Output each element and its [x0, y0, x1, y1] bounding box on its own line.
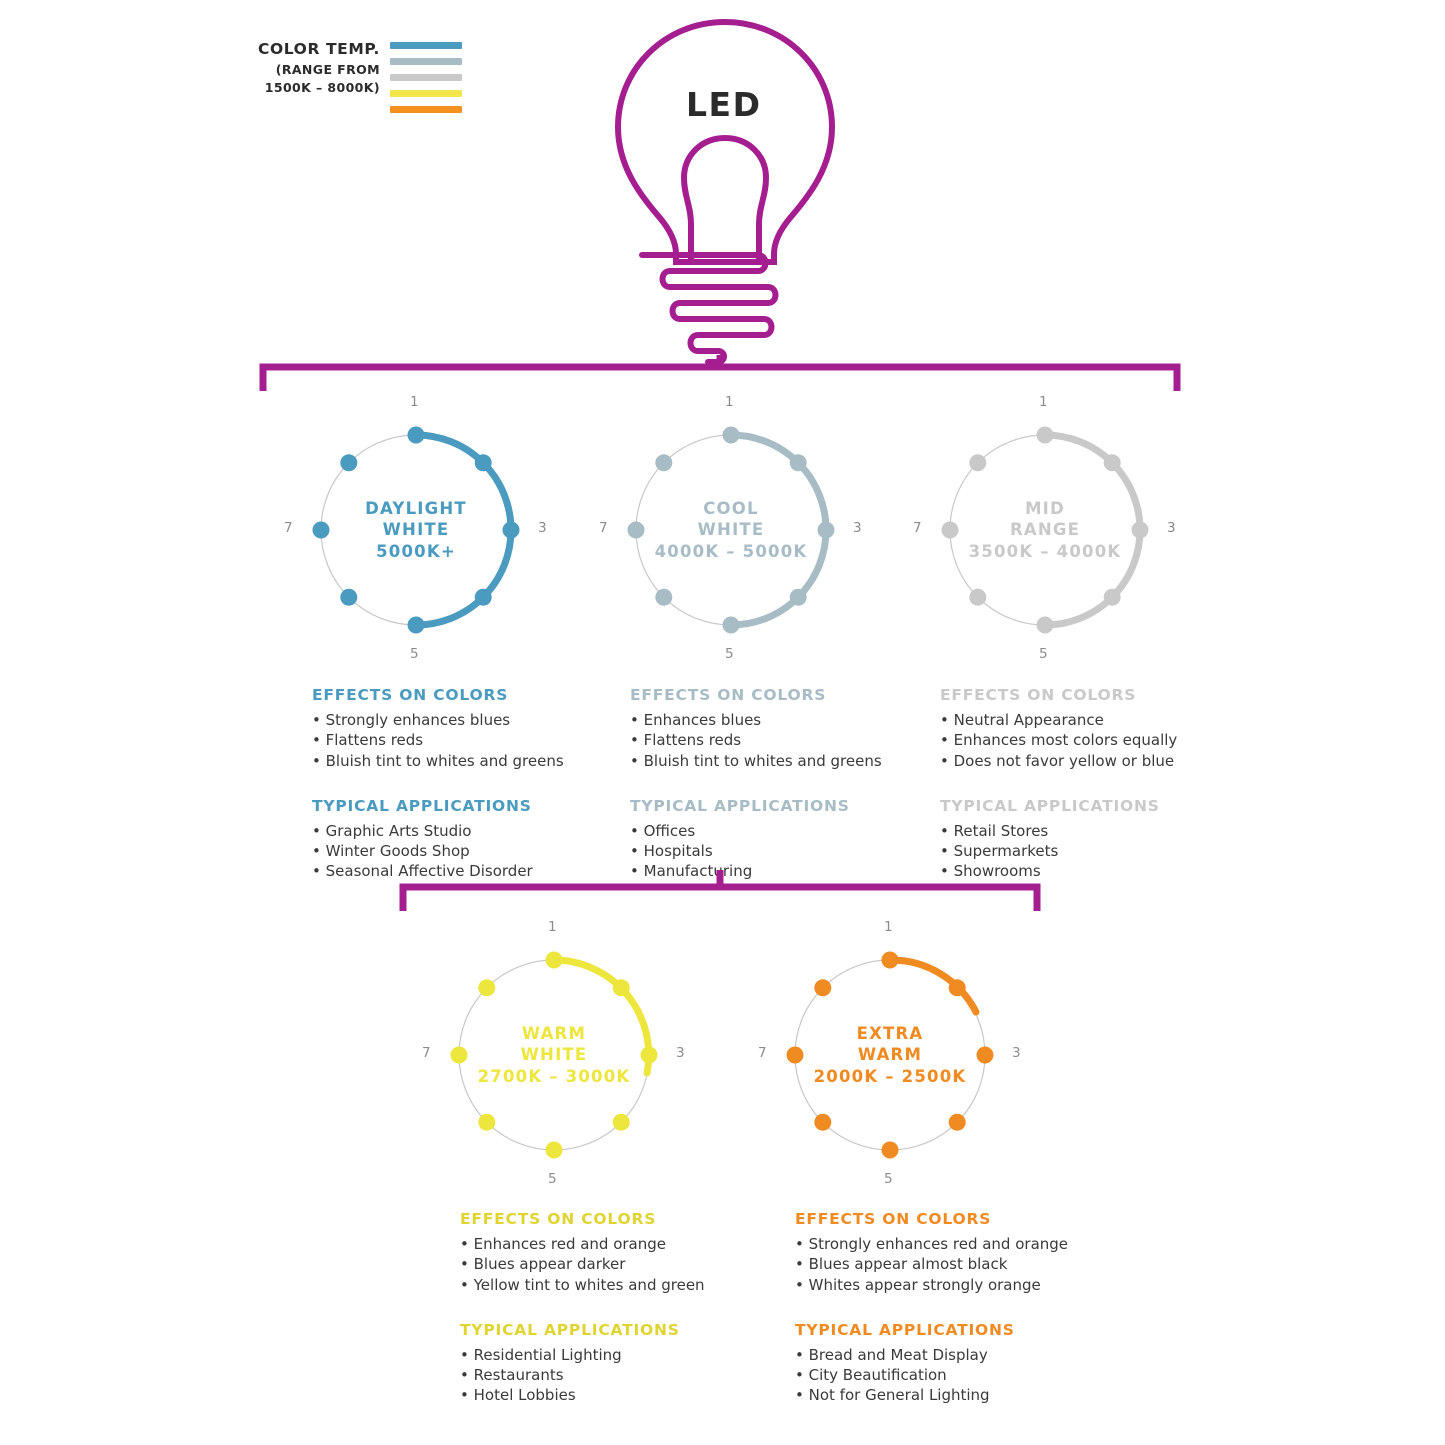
list-item: • Seasonal Affective Disorder [312, 861, 572, 881]
applications-heading: TYPICAL APPLICATIONS [312, 796, 532, 815]
info-cool-white [630, 686, 890, 882]
dial-title-line2: WHITE [382, 520, 450, 540]
list-item: • Blues appear darker [460, 1254, 740, 1274]
applications-heading: TYPICAL APPLICATIONS [630, 796, 850, 815]
dial-title-line1: COOL [703, 499, 759, 519]
legend-subtitle-line2: 1500K – 8000K) [264, 80, 380, 96]
list-item: • Yellow tint to whites and green [460, 1275, 740, 1295]
warm-white-swatch [390, 90, 462, 97]
list-item: • Showrooms [940, 861, 1220, 881]
tick-label-7: 7 [422, 1045, 431, 1061]
tick-label-1: 1 [410, 394, 419, 410]
tick-label-3: 3 [538, 520, 547, 536]
dial-range: 2000K – 2500K [813, 1066, 967, 1086]
list-item: • Enhances red and orange [460, 1234, 740, 1254]
mid-range-swatch [390, 74, 462, 81]
list-item: • Enhances blues [630, 710, 890, 730]
list-item: • Whites appear strongly orange [795, 1275, 1095, 1295]
effects-list [460, 1234, 740, 1295]
dial-title-line1: WARM [521, 1024, 587, 1044]
dial-mid-range [913, 394, 1176, 662]
dial-range: 2700K – 3000K [477, 1066, 631, 1086]
effects-heading: EFFECTS ON COLORS [630, 686, 827, 704]
dial-cool-white [599, 394, 862, 662]
tick-label-7: 7 [284, 520, 293, 536]
list-item: • Retail Stores [940, 821, 1220, 841]
list-item: • Hospitals [630, 841, 890, 861]
tick-label-1: 1 [725, 394, 734, 410]
list-item: • Strongly enhances red and orange [795, 1234, 1095, 1254]
bottom-connector-bracket [395, 870, 1045, 915]
tick-label-3: 3 [853, 520, 862, 536]
dial-range: 4000K – 5000K [654, 541, 808, 561]
list-item: • Enhances most colors equally [940, 730, 1220, 750]
extra-warm-swatch [390, 106, 462, 113]
list-item: • Does not favor yellow or blue [940, 751, 1220, 771]
led-bulb-illustration [590, 10, 860, 384]
tick-label-1: 1 [548, 919, 557, 935]
effects-heading: EFFECTS ON COLORS [795, 1210, 992, 1228]
dial-title-line1: MID [1025, 499, 1065, 519]
dial-title-line2: WARM [857, 1045, 923, 1065]
info-mid-range [940, 686, 1220, 882]
dial-title-line2: RANGE [1009, 520, 1081, 540]
tick-label-1: 1 [1039, 394, 1048, 410]
legend-swatches [390, 36, 462, 113]
list-item: • Graphic Arts Studio [312, 821, 572, 841]
dial-range: 5000K+ [376, 541, 456, 561]
legend-title: COLOR TEMP. [258, 40, 380, 58]
applications-heading: TYPICAL APPLICATIONS [940, 796, 1160, 815]
list-item: • Flattens reds [630, 730, 890, 750]
dial-range: 3500K – 4000K [968, 541, 1122, 561]
list-item: • Not for General Lighting [795, 1385, 1095, 1405]
tick-label-7: 7 [599, 520, 608, 536]
effects-list [312, 710, 572, 771]
list-item: • Residential Lighting [460, 1345, 740, 1365]
tick-label-5: 5 [548, 1171, 557, 1187]
list-item: • Offices [630, 821, 890, 841]
effects-list [940, 710, 1220, 771]
tick-label-7: 7 [758, 1045, 767, 1061]
tick-label-1: 1 [884, 919, 893, 935]
tick-label-3: 3 [676, 1045, 685, 1061]
list-item: • Strongly enhances blues [312, 710, 572, 730]
legend-text [258, 36, 390, 97]
info-extra-warm [795, 1210, 1095, 1406]
dial-daylight-white [284, 394, 547, 662]
info-warm-white [460, 1210, 740, 1406]
tick-label-5: 5 [1039, 646, 1048, 662]
applications-heading: TYPICAL APPLICATIONS [795, 1320, 1015, 1339]
list-item: • Blues appear almost black [795, 1254, 1095, 1274]
dial-title-line1: EXTRA [856, 1024, 924, 1044]
tick-label-7: 7 [913, 520, 922, 536]
tick-label-5: 5 [410, 646, 419, 662]
color-temp-legend [258, 36, 462, 113]
list-item: • City Beautification [795, 1365, 1095, 1385]
list-item: • Neutral Appearance [940, 710, 1220, 730]
applications-list [460, 1345, 740, 1406]
info-daylight-white [312, 686, 572, 882]
list-item: • Hotel Lobbies [460, 1385, 740, 1405]
dial-extra-warm [758, 919, 1021, 1187]
tick-label-3: 3 [1012, 1045, 1021, 1061]
effects-heading: EFFECTS ON COLORS [940, 686, 1137, 704]
list-item: • Bluish tint to whites and greens [630, 751, 890, 771]
tick-label-5: 5 [725, 646, 734, 662]
applications-list [795, 1345, 1095, 1406]
effects-list [630, 710, 890, 771]
list-item: • Winter Goods Shop [312, 841, 572, 861]
tick-label-5: 5 [884, 1171, 893, 1187]
daylight-white-swatch [390, 42, 462, 49]
dial-title-line2: WHITE [697, 520, 765, 540]
dial-title-line1: DAYLIGHT [365, 499, 467, 519]
legend-subtitle [258, 61, 380, 97]
tick-label-3: 3 [1167, 520, 1176, 536]
bulb-label: LED [686, 85, 762, 124]
list-item: • Restaurants [460, 1365, 740, 1385]
list-item: • Supermarkets [940, 841, 1220, 861]
legend-subtitle-line1: (RANGE FROM [275, 62, 380, 77]
effects-heading: EFFECTS ON COLORS [460, 1210, 657, 1228]
dial-warm-white [422, 919, 685, 1187]
effects-heading: EFFECTS ON COLORS [312, 686, 509, 704]
dial-title-line2: WHITE [520, 1045, 588, 1065]
cool-white-swatch [390, 58, 462, 65]
list-item: • Bluish tint to whites and greens [312, 751, 572, 771]
list-item: • Flattens reds [312, 730, 572, 750]
list-item: • Manufacturing [630, 861, 890, 881]
list-item: • Bread and Meat Display [795, 1345, 1095, 1365]
effects-list [795, 1234, 1095, 1295]
top-connector-bracket [255, 355, 1185, 395]
applications-heading: TYPICAL APPLICATIONS [460, 1320, 680, 1339]
